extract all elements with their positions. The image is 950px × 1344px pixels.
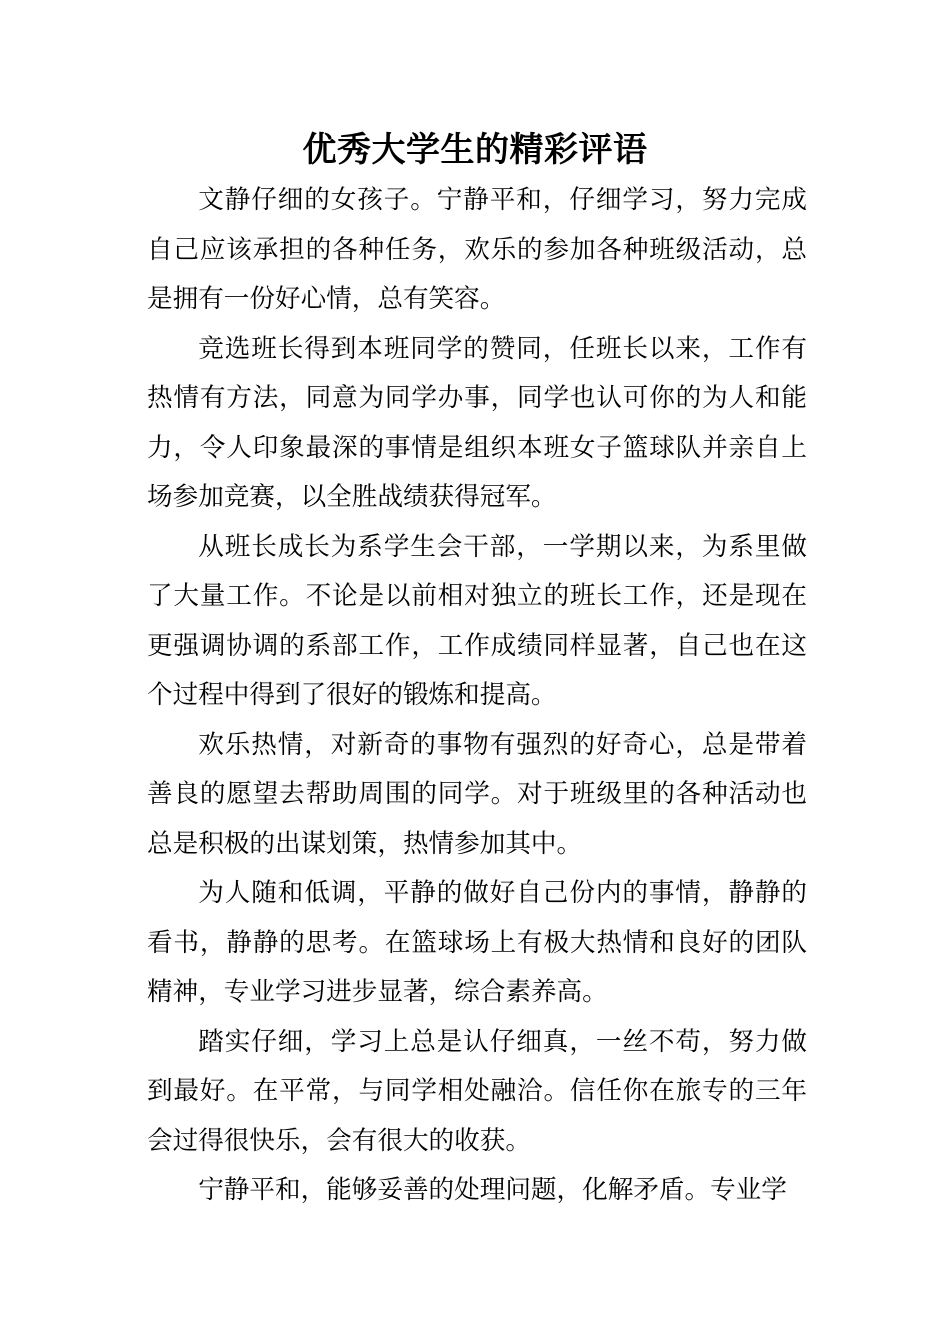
paragraph-3: 从班长成长为系学生会干部，一学期以来，为系里做了大量工作。不论是以前相对独立的班长工作，还是现在更强调协调的系部工作，工作成绩同样显著，自己也在这个过程中得到了很好的锻炼和提高。 xyxy=(147,531,807,710)
paragraph-2: 竞选班长得到本班同学的赞同，任班长以来，工作有热情有方法，同意为同学办事，同学也认可你的为人和能力，令人印象最深的事情是组织本班女子篮球队并亲自上场参加竞赛，以全胜战绩获得冠军。 xyxy=(147,333,807,512)
paragraph-4: 欢乐热情，对新奇的事物有强烈的好奇心，总是带着善良的愿望去帮助周围的同学。对于班级里的各种活动也总是积极的出谋划策，热情参加其中。 xyxy=(147,729,807,859)
paragraph-5: 为人随和低调，平静的做好自己份内的事情，静静的看书，静静的思考。在篮球场上有极大热情和良好的团队精神，专业学习进步显著，综合素养高。 xyxy=(147,878,807,1007)
paragraph-7: 宁静平和，能够妥善的处理问题，化解矛盾。专业学 xyxy=(198,1175,787,1205)
document-title: 优秀大学生的精彩评语 xyxy=(302,130,648,170)
paragraph-6: 踏实仔细，学习上总是认仔细真，一丝不苟，努力做到最好。在平常，与同学相处融洽。信任你在旅专的三年会过得很快乐，会有很大的收获。 xyxy=(147,1026,807,1156)
paragraph-1: 文静仔细的女孩子。宁静平和，仔细学习，努力完成自己应该承担的各种任务，欢乐的参加各种班级活动，总是拥有一份好心情，总有笑容。 xyxy=(147,185,807,314)
document-body xyxy=(147,176,807,1216)
